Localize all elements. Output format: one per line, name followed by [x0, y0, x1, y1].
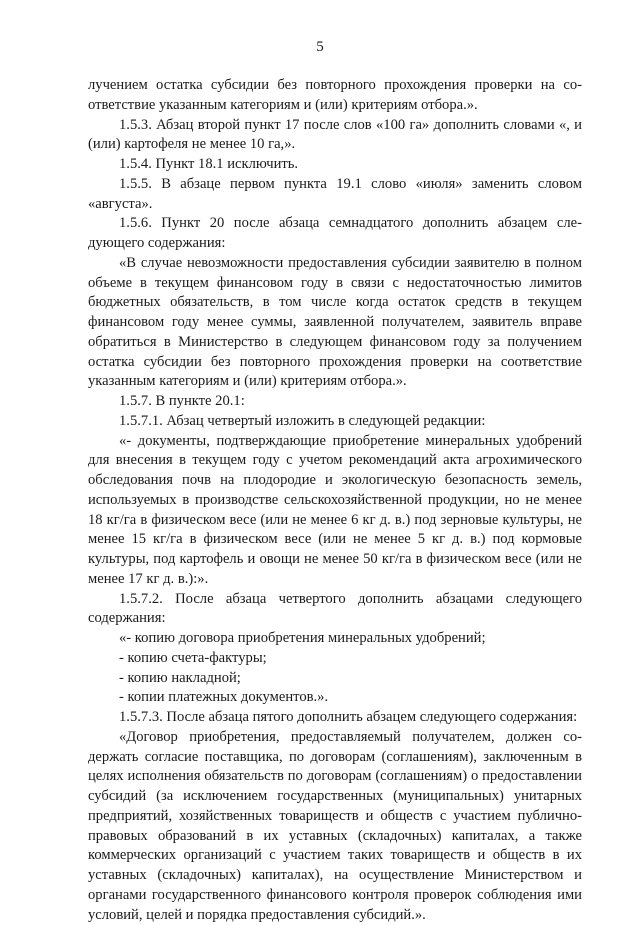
list-item-waybill-copy: - копию накладной; — [119, 669, 241, 686]
paragraph-quote-contract: «Договор приобретения, предоставляемый получателем, должен содержать согласие поставщика, по договорам (соглашениям), заключенным в целях исполнения обязательств по договорам (соглашениям) о предоставлении субсидий (за исключением государственных (муниципальных) унитарных предприятий, хозяйственных товариществ и обществ с участием публично-правовых образований в их уставных (складочных) капиталах, а также коммерческих организаций с участием таких товариществ и обществ в их уставных (складочных) капиталах), на осуществление Министерством и органами государственного финансового контроля проверок соблюдения ими условий, целей и порядка предоставления субсидий.». — [88, 728, 582, 923]
paragraph-1-5-5: 1.5.5. В абзаце первом пункта 19.1 слово «июля» заменить словом «августа». — [88, 175, 582, 212]
paragraph-1-5-6: 1.5.6. Пункт 20 после абзаца семнадцатого дополнить абзацем следующего содержания: — [88, 215, 582, 251]
list-item-contract-copy: «- копию договора приобретения минеральных удобрений; — [119, 630, 486, 646]
paragraph-quote-fertilizer: «- документы, подтверждающие приобретение минеральных удобрений для внесения в текущем году с учетом рекомендаций акта агрохимического обследования почв на плодородие и экологическую безопасность земель, используемых в производстве сельскохозяйственной продукции, но не менее 18 кг/га в физическом весе (или не менее 6 кг д. в.) под зерновые культуры, не менее 15 кг/га в физическом весе (или не менее 5 кг д. в.) под кормовые культуры, под картофель и овощи не менее 50 кг/га в физическом весе (или не менее 17 кг д. в.):». — [88, 432, 582, 587]
paragraph-1-5-3: 1.5.3. Абзац второй пункт 17 после слов «100 га» дополнить словами «, и (или) картофеля не менее 10 га,». — [88, 116, 582, 153]
list-item-invoice-copy: - копию счета-фактуры; — [119, 649, 267, 666]
list-item-payment-docs: - копии платежных документов.». — [119, 689, 329, 706]
page-number: 5 — [316, 39, 324, 55]
paragraph-1-5-7-3: 1.5.7.3. После абзаца пятого дополнить абзацем следующего содержания: — [119, 709, 578, 725]
paragraph-continuation: лучением остатка субсидии без повторного прохождения проверки на соответствие указанным категориям и (или) критериям отбора.». — [88, 77, 582, 113]
paragraph-1-5-7: 1.5.7. В пункте 20.1: — [119, 393, 245, 409]
paragraph-quote-subsidy: «В случае невозможности предоставления субсидии заявителю в полном объеме в текущем финансовом году в связи с недостаточностью лимитов бюджетных обязательств, в том числе когда остаток средств в текущем финансовом году менее суммы, заявленной получателем, заявитель вправе обратиться в Министерство в следующем финансовом году за получением остатка субсидии без повторного прохождения проверки на соответствие указанным категориям и (или) критериям отбора.». — [88, 254, 582, 390]
paragraph-1-5-7-2: 1.5.7.2. После абзаца четвертого дополнить абзацами следующего содержания: — [88, 590, 582, 627]
paragraph-1-5-4: 1.5.4. Пункт 18.1 исключить. — [119, 156, 299, 172]
document-body — [88, 76, 582, 925]
paragraph-1-5-7-1: 1.5.7.1. Абзац четвертый изложить в следующей редакции: — [119, 412, 486, 429]
